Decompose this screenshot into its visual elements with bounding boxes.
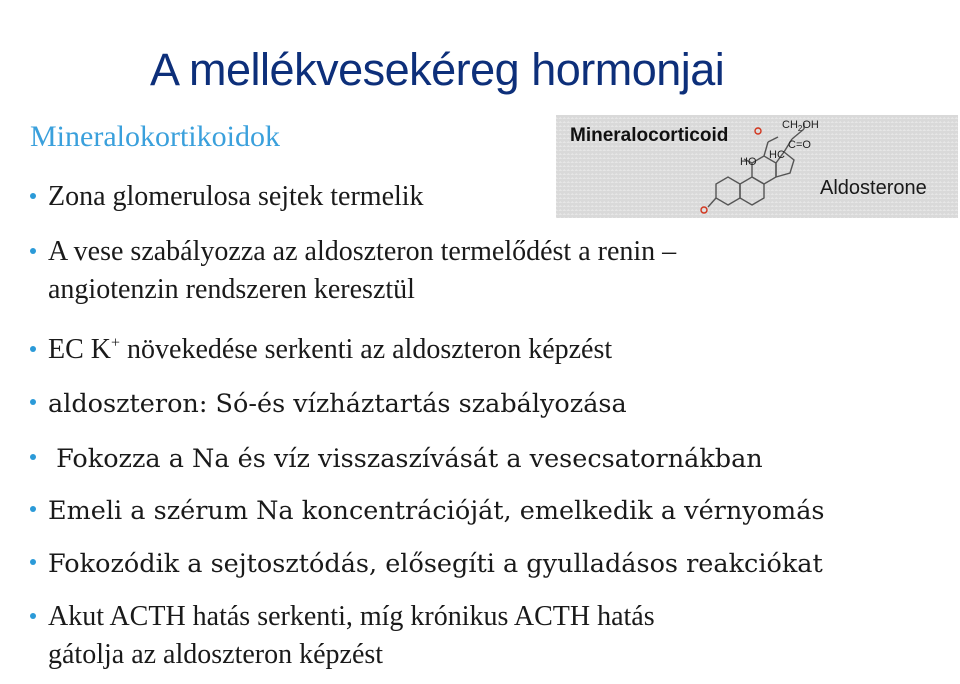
slide-title: A mellékvesekéreg hormonjai	[150, 44, 725, 95]
bullet-dot	[30, 506, 36, 512]
bullet-dot	[30, 399, 36, 405]
bullet-text: A vese szabályozza az aldoszteron termelődést a renin –	[48, 236, 677, 267]
bullet-text: növekedése serkenti az aldoszteron képzést	[120, 334, 613, 365]
bullet-item	[30, 598, 655, 674]
ho-text: HO	[740, 156, 757, 168]
bullet-item	[30, 331, 612, 369]
bullet-text: aldoszteron: Só-és vízháztartás szabályozása	[48, 389, 627, 419]
hc-text: HC	[769, 149, 785, 161]
bullet-text: Fokozódik a sejtosztódás, elősegíti a gyulladásos reakciókat	[48, 549, 823, 579]
bullet-dot	[30, 613, 36, 619]
bullet-text-continued: angiotenzin rendszeren keresztül	[48, 274, 415, 305]
bullet-dot	[30, 248, 36, 254]
superscript-plus: +	[111, 334, 121, 352]
oxygen-atom-top	[755, 128, 761, 134]
bullet-text: Emeli a szérum Na koncentrációját, emelkedik a vérnyomás	[48, 496, 825, 526]
figure-label: Mineralocorticoid	[570, 125, 729, 146]
section-heading: Mineralokortikoidok	[30, 120, 280, 153]
bullet-dot	[30, 346, 36, 352]
bullet-text: Fokozza a Na és víz visszaszívását a vesecsatornákban	[48, 444, 763, 474]
aldosterone-structure-image	[556, 115, 958, 218]
bullet-text: Akut ACTH hatás serkenti, míg krónikus ACTH hatás	[48, 601, 655, 632]
bullet-text: Zona glomerulosa sejtek termelik	[48, 181, 424, 212]
bullet-item	[30, 385, 627, 423]
bullet-item	[30, 440, 763, 478]
bullet-dot	[30, 193, 36, 199]
bullet-item	[30, 545, 823, 583]
ch2oh-text: $CH_2OH$	[782, 119, 819, 133]
oxygen-atom-bottom	[701, 207, 707, 213]
bullet-item	[30, 233, 676, 309]
bullet-text: EC K	[48, 334, 111, 365]
c-eq-o-text: C=O	[788, 139, 811, 151]
ring-a	[716, 177, 740, 205]
bullet-item	[30, 178, 424, 216]
bullet-item	[30, 492, 825, 530]
bullet-dot	[30, 454, 36, 460]
bullet-text-continued: gátolja az aldoszteron képzést	[48, 639, 384, 670]
bullet-dot	[30, 559, 36, 565]
figure-compound-name: Aldosterone	[820, 177, 927, 199]
